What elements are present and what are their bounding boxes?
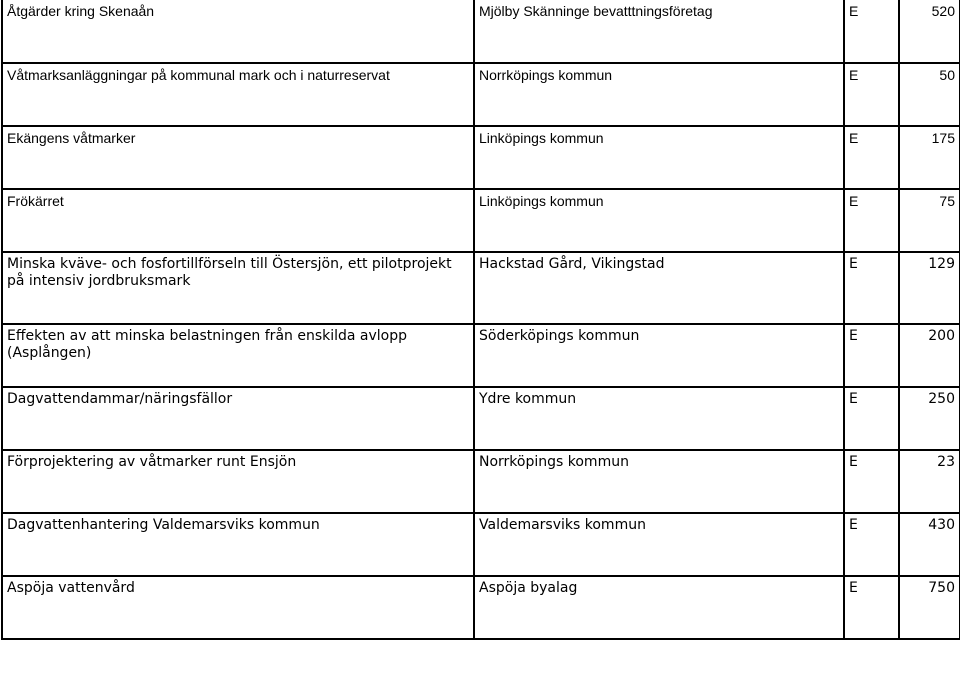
code-cell: E	[844, 63, 899, 126]
owner-cell: Aspöja byalag	[474, 576, 844, 639]
code-cell: E	[844, 126, 899, 189]
code-cell: E	[844, 189, 899, 252]
project-cell: Frökärret	[2, 189, 474, 252]
amount-cell: 520	[899, 0, 960, 63]
amount-cell: 430	[899, 513, 960, 576]
project-cell: Dagvattendammar/näringsfällor	[2, 387, 474, 450]
code-cell: E	[844, 387, 899, 450]
code-cell: E	[844, 324, 899, 387]
code-cell: E	[844, 513, 899, 576]
amount-cell: 750	[899, 576, 960, 639]
project-cell: Effekten av att minska belastningen från enskilda avlopp (Asplången)	[2, 324, 474, 387]
amount-cell: 175	[899, 126, 960, 189]
project-table	[1, 0, 960, 640]
owner-cell: Norrköpings kommun	[474, 63, 844, 126]
code-cell: E	[844, 252, 899, 324]
code-cell: E	[844, 0, 899, 63]
table-row	[2, 189, 960, 252]
table-row	[2, 576, 960, 639]
owner-cell: Linköpings kommun	[474, 189, 844, 252]
project-cell: Förprojektering av våtmarker runt Ensjön	[2, 450, 474, 513]
amount-cell: 23	[899, 450, 960, 513]
table-row	[2, 324, 960, 387]
amount-cell: 200	[899, 324, 960, 387]
project-cell: Åtgärder kring Skenaån	[2, 0, 474, 63]
table-row	[2, 252, 960, 324]
project-cell: Ekängens våtmarker	[2, 126, 474, 189]
table-row	[2, 126, 960, 189]
owner-cell: Ydre kommun	[474, 387, 844, 450]
owner-cell: Linköpings kommun	[474, 126, 844, 189]
table-row	[2, 387, 960, 450]
owner-cell: Valdemarsviks kommun	[474, 513, 844, 576]
table-row	[2, 0, 960, 63]
code-cell: E	[844, 576, 899, 639]
owner-cell: Hackstad Gård, Vikingstad	[474, 252, 844, 324]
amount-cell: 129	[899, 252, 960, 324]
amount-cell: 250	[899, 387, 960, 450]
amount-cell: 75	[899, 189, 960, 252]
table-row	[2, 63, 960, 126]
project-cell: Våtmarksanläggningar på kommunal mark och i naturreservat	[2, 63, 474, 126]
project-cell: Aspöja vattenvård	[2, 576, 474, 639]
owner-cell: Söderköpings kommun	[474, 324, 844, 387]
owner-cell: Norrköpings kommun	[474, 450, 844, 513]
table-row	[2, 450, 960, 513]
project-cell: Minska kväve- och fosfortillförseln till Östersjön, ett pilotprojekt på intensiv jordbruksmark	[2, 252, 474, 324]
amount-cell: 50	[899, 63, 960, 126]
table-row	[2, 513, 960, 576]
code-cell: E	[844, 450, 899, 513]
project-cell: Dagvattenhantering Valdemarsviks kommun	[2, 513, 474, 576]
owner-cell: Mjölby Skänninge bevatttningsföretag	[474, 0, 844, 63]
